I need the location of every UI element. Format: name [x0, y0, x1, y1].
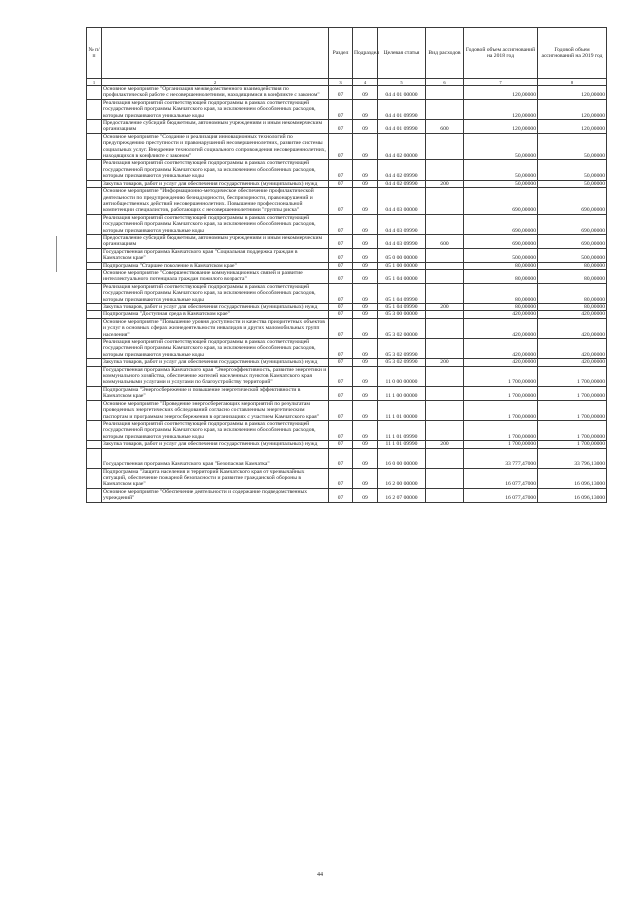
row-2018-cell: 690,00000: [464, 214, 538, 234]
row-2018-cell: 420,00000: [464, 311, 538, 318]
row-num-cell: [87, 420, 102, 440]
row-2018-cell: 80,00000: [464, 269, 538, 283]
row-name-cell: Предоставление субсидий бюджетным, автономным учреждениям и иным некоммерческим организациям: [102, 234, 329, 248]
row-name-cell: Основное мероприятие "Создание и реализация инновационных технологий по предупреждению преступности и правонарушений несовершеннолетних, развитие системы социальных услуг. Внедрение технологий социального сопровождения несовершеннолетних, находящихся в конфликте с законом": [102, 133, 329, 160]
row-podrazdel-cell: 09: [353, 304, 378, 311]
row-name-cell: Закупка товаров, работ и услуг для обеспечения государственных (муниципальных) нужд: [102, 441, 329, 448]
row-name-cell: Подпрограмма "Защита населения и территорий Камчатского края от чрезвычайных ситуаций, обеспечение пожарной безопасности и развитие гражданской обороны в Камчатском крае": [102, 468, 329, 488]
row-target-cell: 16 2 07 00000: [378, 488, 426, 502]
page-number: 44: [317, 872, 323, 878]
table-row: [87, 311, 607, 318]
row-vid-cell: [426, 386, 464, 400]
row-2019-cell: 50,00000: [538, 133, 607, 160]
table-row: [87, 339, 607, 359]
row-target-cell: 04 4 03 09990: [378, 214, 426, 234]
row-2018-cell: 1 700,00000: [464, 366, 538, 386]
row-podrazdel-cell: 09: [353, 386, 378, 400]
row-target-cell: 05 3 02 09990: [378, 339, 426, 359]
row-target-cell: 04 4 03 09990: [378, 234, 426, 248]
row-2019-cell: 16 096,13000: [538, 488, 607, 502]
row-2019-cell: 420,00000: [538, 311, 607, 318]
row-vid-cell: [426, 311, 464, 318]
index-cell: 1: [87, 79, 102, 86]
row-razdel-cell: 07: [329, 99, 353, 119]
row-target-cell: 05 3 00 00000: [378, 311, 426, 318]
row-num-cell: [87, 400, 102, 420]
row-2018-cell: 690,00000: [464, 188, 538, 215]
row-2018-cell: 50,00000: [464, 180, 538, 187]
row-target-cell: 05 1 04 09990: [378, 283, 426, 303]
table-row: [87, 359, 607, 366]
row-name-cell: Подпрограмма "Энергосбережение и повышение энергетической эффективности в Камчатском крае": [102, 386, 329, 400]
table-row: [87, 86, 607, 100]
row-razdel-cell: 07: [329, 441, 353, 448]
table-row: [87, 234, 607, 248]
table-row: [87, 441, 607, 448]
row-vid-cell: [426, 214, 464, 234]
row-vid-cell: 200: [426, 359, 464, 366]
row-2018-cell: 420,00000: [464, 318, 538, 338]
row-2018-cell: 80,00000: [464, 262, 538, 269]
row-2018-cell: 120,00000: [464, 86, 538, 100]
row-2019-cell: 1 700,00000: [538, 366, 607, 386]
row-razdel-cell: 07: [329, 120, 353, 134]
row-2019-cell: 80,00000: [538, 269, 607, 283]
row-target-cell: 16 0 00 00000: [378, 448, 426, 468]
row-razdel-cell: 07: [329, 160, 353, 180]
table-row: [87, 488, 607, 502]
row-vid-cell: [426, 133, 464, 160]
header-2018: Годовой объем ассигнований на 2018 год: [464, 28, 538, 79]
row-podrazdel-cell: 09: [353, 366, 378, 386]
row-target-cell: 11 1 00 00000: [378, 386, 426, 400]
row-2018-cell: 1 700,00000: [464, 420, 538, 440]
row-num-cell: [87, 269, 102, 283]
row-target-cell: 04 4 02 09990: [378, 180, 426, 187]
table-row: [87, 468, 607, 488]
row-vid-cell: [426, 248, 464, 262]
row-podrazdel-cell: 09: [353, 318, 378, 338]
row-num-cell: [87, 133, 102, 160]
row-podrazdel-cell: 09: [353, 180, 378, 187]
row-target-cell: 11 1 01 00000: [378, 400, 426, 420]
row-razdel-cell: 07: [329, 468, 353, 488]
row-name-cell: Закупка товаров, работ и услуг для обеспечения государственных (муниципальных) нужд: [102, 180, 329, 187]
row-podrazdel-cell: 09: [353, 441, 378, 448]
header-vid: Вид расходов: [426, 28, 464, 79]
row-podrazdel-cell: 09: [353, 86, 378, 100]
row-podrazdel-cell: 09: [353, 133, 378, 160]
budget-table-sheet: [86, 27, 606, 503]
row-target-cell: 05 3 02 09990: [378, 359, 426, 366]
row-2018-cell: 16 077,47000: [464, 468, 538, 488]
row-name-cell: Закупка товаров, работ и услуг для обеспечения государственных (муниципальных) нужд: [102, 359, 329, 366]
row-num-cell: [87, 311, 102, 318]
row-2019-cell: 690,00000: [538, 214, 607, 234]
row-podrazdel-cell: 09: [353, 234, 378, 248]
row-name-cell: Основное мероприятие "Повышение уровня доступности и качества приоритетных объектов и услуг в основных сферах жизнедеятельности инвалидов и других маломобильных групп населения": [102, 318, 329, 338]
row-vid-cell: [426, 188, 464, 215]
row-vid-cell: [426, 400, 464, 420]
row-name-cell: Основное мероприятие "Проведение энергосберегающих мероприятий по результатам проведенных энергетических обследований согласно составленным энергетическим паспортам и программам энергосбережения в организациях с участием Камчатского края": [102, 400, 329, 420]
row-target-cell: 11 1 01 09990: [378, 441, 426, 448]
row-vid-cell: [426, 339, 464, 359]
row-2019-cell: 16 096,13000: [538, 468, 607, 488]
row-podrazdel-cell: 09: [353, 488, 378, 502]
row-razdel-cell: 07: [329, 420, 353, 440]
row-podrazdel-cell: 09: [353, 269, 378, 283]
row-vid-cell: 200: [426, 441, 464, 448]
row-num-cell: [87, 359, 102, 366]
row-num-cell: [87, 214, 102, 234]
row-razdel-cell: 07: [329, 339, 353, 359]
row-vid-cell: [426, 99, 464, 119]
row-target-cell: 05 1 00 00000: [378, 262, 426, 269]
row-2019-cell: 80,00000: [538, 283, 607, 303]
table-row: [87, 269, 607, 283]
row-vid-cell: [426, 86, 464, 100]
row-podrazdel-cell: 09: [353, 283, 378, 303]
row-num-cell: [87, 262, 102, 269]
row-num-cell: [87, 304, 102, 311]
index-cell: 5: [378, 79, 426, 86]
row-vid-cell: [426, 468, 464, 488]
row-2019-cell: 690,00000: [538, 188, 607, 215]
table-row: [87, 188, 607, 215]
row-podrazdel-cell: 09: [353, 160, 378, 180]
table-row: [87, 120, 607, 134]
row-2019-cell: 420,00000: [538, 359, 607, 366]
row-2019-cell: 1 700,00000: [538, 441, 607, 448]
row-target-cell: 04 4 01 00000: [378, 86, 426, 100]
table-row: [87, 400, 607, 420]
row-2018-cell: 1 700,00000: [464, 386, 538, 400]
row-podrazdel-cell: 09: [353, 248, 378, 262]
row-2019-cell: 690,00000: [538, 234, 607, 248]
row-podrazdel-cell: 09: [353, 400, 378, 420]
row-num-cell: [87, 180, 102, 187]
row-podrazdel-cell: 09: [353, 311, 378, 318]
row-name-cell: Реализация мероприятий соответствующей подпрограммы в рамках соответствующей государственной программы Камчатского края, за исключением обособленных расходов, которым присваиваются уникальные коды: [102, 99, 329, 119]
row-podrazdel-cell: 09: [353, 420, 378, 440]
row-name-cell: Государственная программа Камчатского края "Энергоэффективность, развитие энергетики и коммунального хозяйства, обеспечение жителей населенных пунктов Камчатского края коммунальными услугами и услугами по благоустройству территорий": [102, 366, 329, 386]
row-razdel-cell: 07: [329, 86, 353, 100]
row-num-cell: [87, 120, 102, 134]
row-2018-cell: 80,00000: [464, 283, 538, 303]
row-2018-cell: 80,00000: [464, 304, 538, 311]
row-num-cell: [87, 234, 102, 248]
table-row: [87, 160, 607, 180]
row-name-cell: Основное мероприятие "Информационно-методическое обеспечение профилактической деятельности по предупреждению безнадзорности, беспризорности, правонарушений и антиобщественных действий несовершеннолетних. Повышение профессиональной компетенции специалистов, работающих с несовершеннолетними "группы риска": [102, 188, 329, 215]
row-razdel-cell: 07: [329, 386, 353, 400]
table-row: [87, 283, 607, 303]
row-target-cell: 04 4 01 09990: [378, 99, 426, 119]
row-num-cell: [87, 386, 102, 400]
header-target: Целевая статья: [378, 28, 426, 79]
row-podrazdel-cell: 09: [353, 359, 378, 366]
row-razdel-cell: 07: [329, 366, 353, 386]
row-2019-cell: 500,00000: [538, 248, 607, 262]
row-name-cell: Подпрограмма "Доступная среда в Камчатском крае": [102, 311, 329, 318]
row-target-cell: 05 3 02 00000: [378, 318, 426, 338]
table-header: [87, 28, 607, 86]
row-target-cell: 05 1 04 00000: [378, 269, 426, 283]
row-2019-cell: 120,00000: [538, 99, 607, 119]
table-row: [87, 448, 607, 468]
index-cell: 7: [464, 79, 538, 86]
table-row: [87, 262, 607, 269]
row-2018-cell: 50,00000: [464, 160, 538, 180]
index-cell: 4: [353, 79, 378, 86]
row-podrazdel-cell: 09: [353, 448, 378, 468]
row-razdel-cell: 07: [329, 311, 353, 318]
row-vid-cell: 200: [426, 180, 464, 187]
row-razdel-cell: 07: [329, 304, 353, 311]
row-name-cell: Основное мероприятие "Организация межведомственного взаимодействия по профилактической работе с несовершеннолетними, находящимися в конфликте с законом": [102, 86, 329, 100]
table-row: [87, 386, 607, 400]
row-2019-cell: 120,00000: [538, 120, 607, 134]
row-podrazdel-cell: 09: [353, 339, 378, 359]
row-2019-cell: 120,00000: [538, 86, 607, 100]
row-vid-cell: 600: [426, 234, 464, 248]
row-num-cell: [87, 441, 102, 448]
row-2019-cell: 1 700,00000: [538, 420, 607, 440]
row-num-cell: [87, 248, 102, 262]
row-vid-cell: [426, 160, 464, 180]
row-podrazdel-cell: 09: [353, 214, 378, 234]
row-name-cell: Государственная программа Камчатского края "Социальная поддержка граждан в Камчатском крае": [102, 248, 329, 262]
row-target-cell: 16 2 00 00000: [378, 468, 426, 488]
row-num-cell: [87, 283, 102, 303]
row-2018-cell: 420,00000: [464, 339, 538, 359]
row-target-cell: 04 4 01 09990: [378, 120, 426, 134]
row-num-cell: [87, 160, 102, 180]
row-2018-cell: 690,00000: [464, 234, 538, 248]
row-target-cell: 11 1 01 09990: [378, 420, 426, 440]
table-row: [87, 214, 607, 234]
row-razdel-cell: 07: [329, 448, 353, 468]
row-num-cell: [87, 99, 102, 119]
header-name: [102, 28, 329, 79]
table-row: [87, 420, 607, 440]
row-razdel-cell: 07: [329, 133, 353, 160]
row-razdel-cell: 07: [329, 188, 353, 215]
row-vid-cell: [426, 262, 464, 269]
row-podrazdel-cell: 09: [353, 468, 378, 488]
row-2019-cell: 80,00000: [538, 304, 607, 311]
row-target-cell: 04 4 03 00000: [378, 188, 426, 215]
table-row: [87, 180, 607, 187]
row-vid-cell: [426, 448, 464, 468]
row-name-cell: Реализация мероприятий соответствующей подпрограммы в рамках соответствующей государственной программы Камчатского края, за исключением обособленных расходов, которым присваиваются уникальные коды: [102, 160, 329, 180]
header-2019: Годовой объем ассигнований на 2019 год: [538, 28, 607, 79]
row-vid-cell: 600: [426, 120, 464, 134]
row-razdel-cell: 07: [329, 214, 353, 234]
row-2019-cell: 50,00000: [538, 160, 607, 180]
table-row: [87, 133, 607, 160]
row-vid-cell: [426, 269, 464, 283]
table-row: [87, 248, 607, 262]
row-2018-cell: 500,00000: [464, 248, 538, 262]
row-name-cell: Основное мероприятие "Обеспечение деятельности и содержание подведомственных учреждений": [102, 488, 329, 502]
row-2019-cell: 80,00000: [538, 262, 607, 269]
index-cell: 2: [102, 79, 329, 86]
row-target-cell: 04 4 02 09990: [378, 160, 426, 180]
row-num-cell: [87, 318, 102, 338]
header-razdel: Раздел: [329, 28, 353, 79]
row-name-cell: Основное мероприятие "Совершенствование коммуникационных связей и развитие интеллектуального потенциала граждан пожилого возраста": [102, 269, 329, 283]
row-razdel-cell: 07: [329, 488, 353, 502]
row-name-cell: Реализация мероприятий соответствующей подпрограммы в рамках соответствующей государственной программы Камчатского края, за исключением обособленных расходов, которым присваиваются уникальные коды: [102, 283, 329, 303]
row-2018-cell: 50,00000: [464, 133, 538, 160]
row-2018-cell: 120,00000: [464, 120, 538, 134]
row-2018-cell: 1 700,00000: [464, 400, 538, 420]
budget-table: [86, 27, 607, 503]
row-razdel-cell: 07: [329, 283, 353, 303]
index-cell: 6: [426, 79, 464, 86]
row-2018-cell: 120,00000: [464, 99, 538, 119]
row-razdel-cell: 07: [329, 180, 353, 187]
row-2019-cell: 1 700,00000: [538, 400, 607, 420]
row-podrazdel-cell: 09: [353, 188, 378, 215]
row-razdel-cell: 07: [329, 269, 353, 283]
row-target-cell: 05 1 04 09990: [378, 304, 426, 311]
row-razdel-cell: 07: [329, 318, 353, 338]
row-podrazdel-cell: 09: [353, 120, 378, 134]
row-name-cell: Подпрограмма "Старшее поколение в Камчатском крае": [102, 262, 329, 269]
table-row: [87, 304, 607, 311]
row-name-cell: Государственная программа Камчатского края "Безопасная Камчатка": [102, 448, 329, 468]
row-2018-cell: 33 777,47000: [464, 448, 538, 468]
table-row: [87, 318, 607, 338]
header-num: № п/п: [87, 28, 102, 79]
row-num-cell: [87, 468, 102, 488]
row-name-cell: Реализация мероприятий соответствующей подпрограммы в рамках соответствующей государственной программы Камчатского края, за исключением обособленных расходов, которым присваиваются уникальные коды: [102, 420, 329, 440]
table-body: [87, 86, 607, 503]
index-cell: 8: [538, 79, 607, 86]
index-cell: 3: [329, 79, 353, 86]
row-num-cell: [87, 188, 102, 215]
row-2019-cell: 1 700,00000: [538, 386, 607, 400]
row-num-cell: [87, 366, 102, 386]
row-target-cell: 04 4 02 00000: [378, 133, 426, 160]
row-vid-cell: 200: [426, 304, 464, 311]
row-razdel-cell: 07: [329, 234, 353, 248]
table-row: [87, 99, 607, 119]
row-num-cell: [87, 339, 102, 359]
row-podrazdel-cell: 09: [353, 99, 378, 119]
table-row: [87, 366, 607, 386]
row-razdel-cell: 07: [329, 400, 353, 420]
row-vid-cell: [426, 318, 464, 338]
row-2018-cell: 16 077,47000: [464, 488, 538, 502]
row-2018-cell: 1 700,00000: [464, 441, 538, 448]
row-vid-cell: [426, 420, 464, 440]
row-name-cell: Реализация мероприятий соответствующей подпрограммы в рамках соответствующей государственной программы Камчатского края, за исключением обособленных расходов, которым присваиваются уникальные коды: [102, 214, 329, 234]
row-target-cell: 11 0 00 00000: [378, 366, 426, 386]
margin-mark: [56, 236, 57, 272]
row-vid-cell: [426, 366, 464, 386]
row-razdel-cell: 07: [329, 262, 353, 269]
row-podrazdel-cell: 09: [353, 262, 378, 269]
row-num-cell: [87, 448, 102, 468]
row-2019-cell: 420,00000: [538, 318, 607, 338]
row-target-cell: 05 0 00 00000: [378, 248, 426, 262]
row-2019-cell: 420,00000: [538, 339, 607, 359]
header-podrazdel: Подраздел: [353, 28, 378, 79]
row-num-cell: [87, 488, 102, 502]
row-2019-cell: 50,00000: [538, 180, 607, 187]
row-razdel-cell: 07: [329, 359, 353, 366]
row-name-cell: Закупка товаров, работ и услуг для обеспечения государственных (муниципальных) нужд: [102, 304, 329, 311]
row-name-cell: Реализация мероприятий соответствующей подпрограммы в рамках соответствующей государственной программы Камчатского края, за исключением обособленных расходов, которым присваиваются уникальные коды: [102, 339, 329, 359]
row-razdel-cell: 07: [329, 248, 353, 262]
row-vid-cell: [426, 283, 464, 303]
row-num-cell: [87, 86, 102, 100]
row-2018-cell: 420,00000: [464, 359, 538, 366]
row-vid-cell: [426, 488, 464, 502]
row-name-cell: Предоставление субсидий бюджетным, автономным учреждениям и иным некоммерческим организациям: [102, 120, 329, 134]
column-index-row: [87, 79, 607, 86]
row-2019-cell: 33 796,13000: [538, 448, 607, 468]
